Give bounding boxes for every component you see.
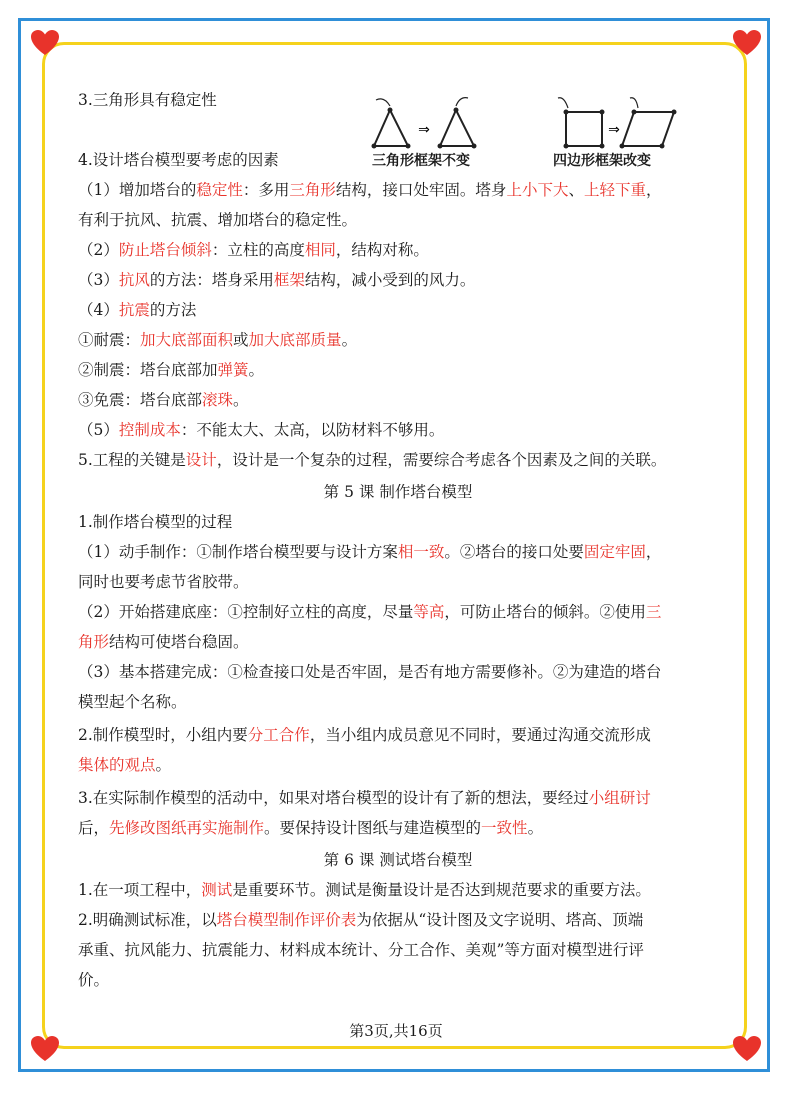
text-line: （4）抗震的方法	[78, 301, 197, 319]
text-line: 5.工程的关键是设计，设计是一个复杂的过程，需要综合考虑各个因素及之间的关联。	[78, 451, 667, 469]
section-heading: 第 5 课 制作塔台模型	[323, 483, 473, 501]
text-line: 4.设计塔台模型要考虑的因素	[78, 151, 279, 169]
text-line: 承重、抗风能力、抗震能力、材料成本统计、分工合作、美观”等方面对模型进行评	[78, 941, 644, 959]
triangle-frame-diagram	[368, 92, 488, 154]
text-line: （2）开始搭建底座：①控制好立柱的高度，尽量等高，可防止塔台的倾斜。②使用三	[78, 603, 662, 621]
text-line: 2.明确测试标准，以塔台模型制作评价表为依据从“设计图及文字说明、塔高、顶端	[78, 911, 644, 929]
heart-icon	[732, 28, 762, 58]
text-line: （1）动手制作：①制作塔台模型要与设计方案相一致。②塔台的接口处要固定牢固，	[78, 543, 662, 561]
quadrilateral-frame-diagram	[544, 92, 684, 154]
text-line: ②制震：塔台底部加弹簧。	[78, 361, 265, 379]
text-line: ③免震：塔台底部滚珠。	[78, 391, 249, 409]
text-line: 3.在实际制作模型的活动中，如果对塔台模型的设计有了新的想法，要经过小组研讨	[78, 789, 651, 807]
text-line: 模型起个名称。	[78, 693, 187, 711]
text-line: （1）增加塔台的稳定性：多用三角形结构，接口处牢固。塔身上小下大、上轻下重，	[78, 181, 662, 199]
text-line: 集体的观点。	[78, 756, 172, 774]
heart-icon	[30, 28, 60, 58]
text-line: 1.制作塔台模型的过程	[78, 513, 233, 531]
quadrilateral-caption: 四边形框架改变	[553, 153, 651, 169]
text-line: （3）基本搭建完成：①检查接口处是否牢固，是否有地方需要修补。②为建造的塔台	[78, 663, 662, 681]
text-line: 价。	[78, 971, 110, 989]
text-line: 有利于抗风、抗震、增加塔台的稳定性。	[78, 211, 358, 229]
arrow-icon: ⇒	[608, 122, 620, 138]
section-heading: 第 6 课 测试塔台模型	[323, 851, 473, 869]
text-line: （3）抗风的方法：塔身采用框架结构，减小受到的风力。	[78, 271, 476, 289]
text-line: （2）防止塔台倾斜：立柱的高度相同，结构对称。	[78, 241, 429, 259]
text-line: 同时也要考虑节省胶带。	[78, 573, 249, 591]
text-line: 角形结构可使塔台稳固。	[78, 633, 249, 651]
text-line: 2.制作模型时，小组内要分工合作，当小组内成员意见不同时，要通过沟通交流形成	[78, 726, 651, 744]
page-number: 第3页,共16页	[349, 1022, 443, 1040]
text-line: （5）控制成本：不能太大、太高，以防材料不够用。	[78, 421, 445, 439]
triangle-caption: 三角形框架不变	[372, 153, 470, 169]
arrow-icon: ⇒	[418, 122, 430, 138]
text-line: 1.在一项工程中，测试是重要环节。测试是衡量设计是否达到规范要求的重要方法。	[78, 881, 651, 899]
text-line: ①耐震：加大底部面积或加大底部质量。	[78, 331, 358, 349]
text-line: 后，先修改图纸再实施制作。要保持设计图纸与建造模型的一致性。	[78, 819, 544, 837]
text-line: 3.三角形具有稳定性	[78, 91, 217, 109]
